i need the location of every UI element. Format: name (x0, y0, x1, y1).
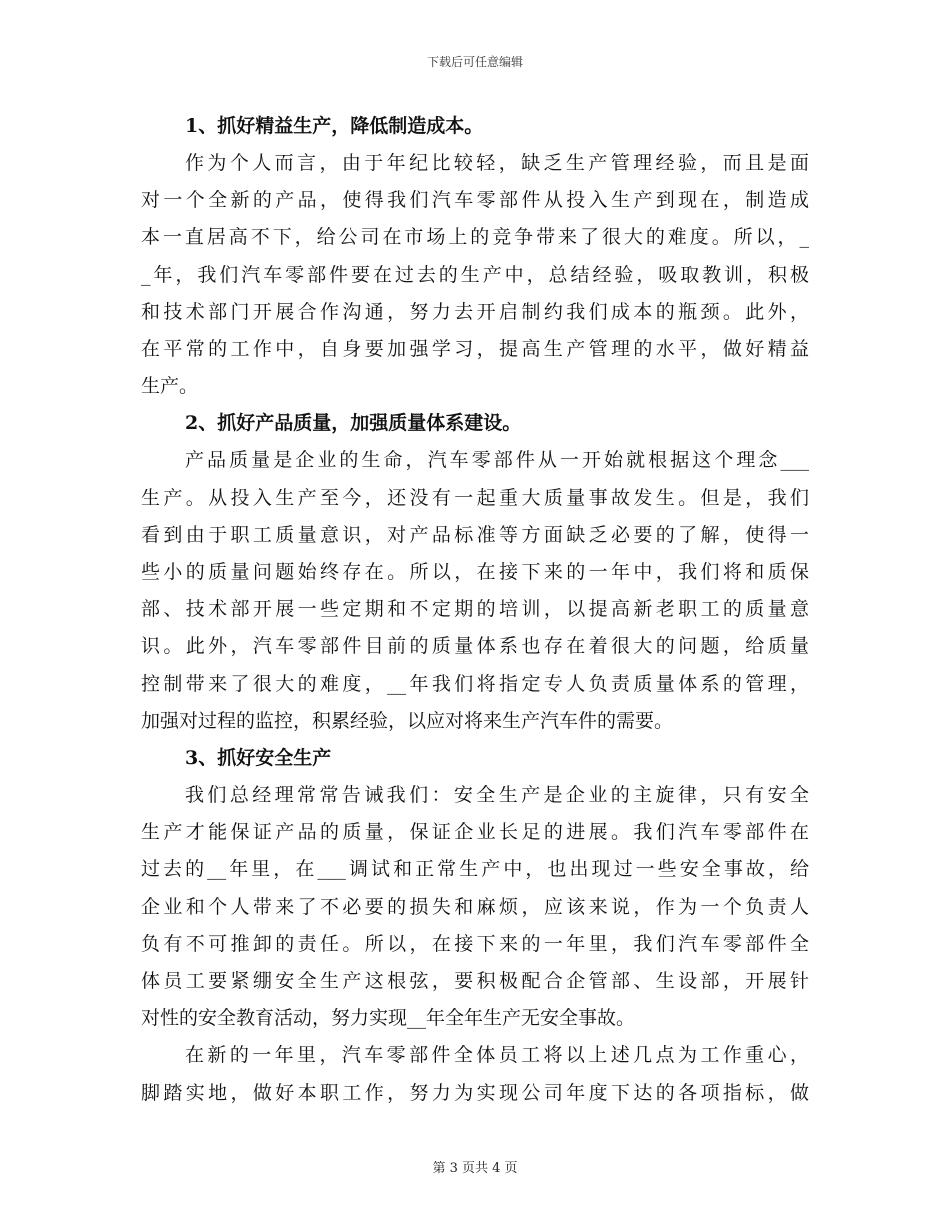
section-heading: 2、抓好产品质量，加强质量体系建设。 (185, 412, 522, 435)
paragraph-line: 部、技术部开展一些定期和不定期的培训，以提高新老职工的质量意 (141, 598, 809, 621)
paragraph-line: 在平常的工作中，自身要加强学习，提高生产管理的水平，做好精益 (141, 338, 809, 361)
paragraph-line: 本一直居高不下，给公司在市场上的竞争带来了很大的难度。所以，_ (141, 226, 809, 249)
paragraph-line: 体员工要紧绷安全生产这根弦，要积极配合企管部、生设部，开展针 (141, 970, 809, 993)
paragraph-line: 生产。从投入生产至今，还没有一起重大质量事故发生。但是，我们 (141, 486, 809, 509)
paragraph-line: 在新的一年里，汽车零部件全体员工将以上述几点为工作重心， (185, 1044, 809, 1067)
paragraph-line: 负有不可推卸的责任。所以，在接下来的一年里，我们汽车零部件全 (141, 932, 809, 955)
paragraph-line: 过去的__年里，在___调试和正常生产中，也出现过一些安全事故，给 (141, 858, 809, 881)
paragraph-line: 对一个全新的产品，使得我们汽车零部件从投入生产到现在，制造成 (141, 189, 809, 212)
page-number-footer: 第 3 页共 4 页 (432, 1161, 518, 1176)
section-heading: 3、抓好安全生产 (185, 747, 332, 770)
document-body (141, 108, 809, 1112)
paragraph-line: 我们总经理常常告诫我们：安全生产是企业的主旋律，只有安全 (185, 784, 809, 807)
paragraph-line: 识。此外，汽车零部件目前的质量体系也存在着很大的问题，给质量 (141, 635, 809, 658)
paragraph-line: 加强对过程的监控，积累经验，以应对将来生产汽车件的需要。 (141, 709, 674, 732)
paragraph-line: 些小的质量问题始终存在。所以，在接下来的一年中，我们将和质保 (141, 561, 809, 584)
paragraph-line: 生产。 (141, 375, 199, 398)
paragraph-line: 控制带来了很大的难度，__年我们将指定专人负责质量体系的管理， (141, 672, 809, 695)
paragraph-line: 和技术部门开展合作沟通，努力去开启制约我们成本的瓶颈。此外， (141, 300, 809, 323)
section-heading: 1、抓好精益生产，降低制造成本。 (185, 115, 484, 137)
page-header: 下载后可任意编辑 (426, 55, 523, 69)
paragraph-line: 对性的安全教育活动，努力实现__年全年生产无安全事故。 (141, 1007, 636, 1030)
paragraph-line: 企业和个人带来了不必要的损失和麻烦，应该来说，作为一个负责人 (141, 895, 809, 918)
paragraph-line: 看到由于职工质量意识，对产品标准等方面缺乏必要的了解，使得一 (141, 523, 809, 546)
paragraph-line: _年，我们汽车零部件要在过去的生产中，总结经验，吸取教训，积极 (141, 263, 809, 286)
paragraph-line: 作为个人而言，由于年纪比较轻，缺乏生产管理经验，而且是面 (185, 152, 809, 174)
paragraph-line: 产品质量是企业的生命，汽车零部件从一开始就根据这个理念___ (185, 449, 809, 472)
paragraph-line: 脚踏实地，做好本职工作，努力为实现公司年度下达的各项指标，做 (141, 1081, 809, 1104)
paragraph-line: 生产才能保证产品的质量，保证企业长足的进展。我们汽车零部件在 (141, 821, 809, 844)
